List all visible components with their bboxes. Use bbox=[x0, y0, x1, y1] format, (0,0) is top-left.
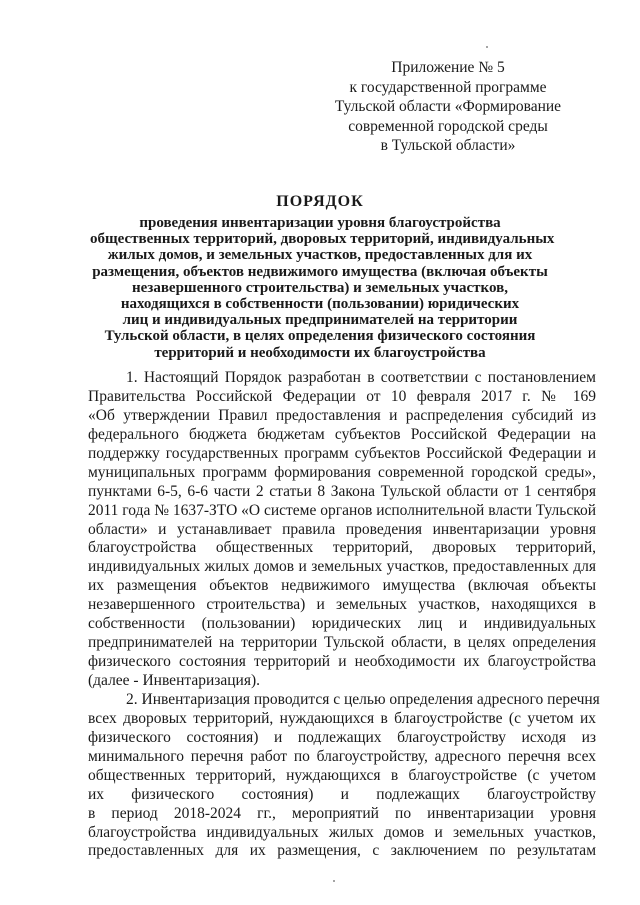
paragraph-line: собственности (пользовании) юридических лиц и индивидуальных bbox=[88, 615, 596, 633]
paragraph-line: благоустройства общественных территорий, дворовых территорий, bbox=[88, 539, 596, 557]
paragraph-line: минимального перечня работ по благоустройству, адресного перечня всех bbox=[88, 747, 596, 765]
paragraph-line: индивидуальных жилых домов и земельных участков, предоставленных для bbox=[88, 558, 596, 576]
subtitle-line: территорий и необходимости их благоустройства bbox=[154, 344, 486, 361]
document-title: ПОРЯДОК bbox=[276, 193, 364, 210]
paragraph-1 bbox=[88, 369, 596, 691]
document-body bbox=[88, 369, 600, 861]
paragraph-line: (далее - Инвентаризация). bbox=[88, 672, 261, 689]
paragraph-line: предпринимателей на территории Тульской области, в целях определения bbox=[88, 634, 596, 652]
paragraph-line: предоставленных для их размещения, с заключением по результатам bbox=[88, 842, 596, 860]
paragraph-line: федерального бюджета бюджетам субъектов Российской Федерации на bbox=[88, 425, 596, 443]
appendix-header bbox=[318, 58, 578, 156]
subtitle-line: незавершенного строительства) и земельных участков, bbox=[132, 279, 508, 296]
paragraph-line: общественных территорий, нуждающихся в благоустройстве (с учетом bbox=[88, 766, 596, 784]
paragraph-line: в период 2018-2024 гг., мероприятий по инвентаризации уровня bbox=[88, 804, 596, 822]
appendix-line: Тульской области «Формирование bbox=[334, 98, 562, 116]
scan-speck bbox=[486, 46, 488, 48]
subtitle-line: лиц и индивидуальных предпринимателей на территории bbox=[122, 312, 518, 329]
paragraph-line: пунктами 6-5, 6-6 части 2 статьи 8 Закона Тульской области от 1 сентября bbox=[88, 482, 596, 500]
subtitle-line: Тульской области, в целях определения физического состояния bbox=[104, 328, 536, 345]
paragraph-line: 2011 года № 1637-ЗТО «О системе органов исполнительной власти Тульской bbox=[88, 501, 597, 519]
appendix-line: к государственной программе bbox=[349, 78, 547, 96]
subtitle-line: жилых домов, и земельных участков, предоставленных для их bbox=[107, 247, 533, 264]
paragraph-line: 2. Инвентаризация проводится с целью определения адресного перечня bbox=[126, 690, 600, 708]
paragraph-line: незавершенного строительства) и земельных участков, находящихся в bbox=[88, 596, 596, 614]
paragraph-line: физического состояния) и подлежащих благоустройству исходя из bbox=[88, 728, 596, 746]
paragraph-line: поддержку государственных программ субъектов Российской Федерации и bbox=[88, 444, 596, 462]
paragraph-line: их размещения объектов недвижимого имущества (включая объекты bbox=[88, 577, 596, 595]
subtitle-line: размещения, объектов недвижимого имущества (включая объекты bbox=[92, 263, 548, 280]
paragraph-line: 1. Настоящий Порядок разработан в соответствии с постановлением bbox=[126, 369, 596, 386]
document-subtitle bbox=[90, 215, 555, 361]
scan-speck bbox=[333, 880, 335, 882]
paragraph-2 bbox=[88, 690, 600, 861]
paragraph-line: муниципальных программ формирования современной городской среды», bbox=[88, 463, 596, 481]
paragraph-line: всех дворовых территорий, нуждающихся в благоустройстве (с учетом их bbox=[88, 709, 596, 727]
paragraph-line: «Об утверждении Правил предоставления и распределения субсидий из bbox=[88, 406, 596, 424]
paragraph-line: благоустройства индивидуальных жилых домов и земельных участков, bbox=[88, 823, 596, 841]
subtitle-line: общественных территорий, дворовых территорий, индивидуальных bbox=[90, 231, 555, 248]
paragraph-line: физического состояния территорий и необходимости их благоустройства bbox=[88, 653, 596, 671]
paragraph-line: Правительства Российской Федерации от 10 февраля 2017 г. № 169 bbox=[88, 387, 596, 405]
subtitle-line: находящихся в собственности (пользовании) юридических bbox=[120, 296, 520, 313]
appendix-line: современной городской среды bbox=[348, 117, 548, 135]
paragraph-line: области» и устанавливает правила проведения инвентаризации уровня bbox=[88, 520, 596, 538]
paragraph-line: их физического состояния) и подлежащих благоустройству bbox=[88, 785, 596, 803]
appendix-line: в Тульской области» bbox=[380, 137, 516, 155]
subtitle-line: проведения инвентаризации уровня благоустройства bbox=[139, 215, 501, 231]
appendix-line: Приложение № 5 bbox=[391, 59, 505, 76]
